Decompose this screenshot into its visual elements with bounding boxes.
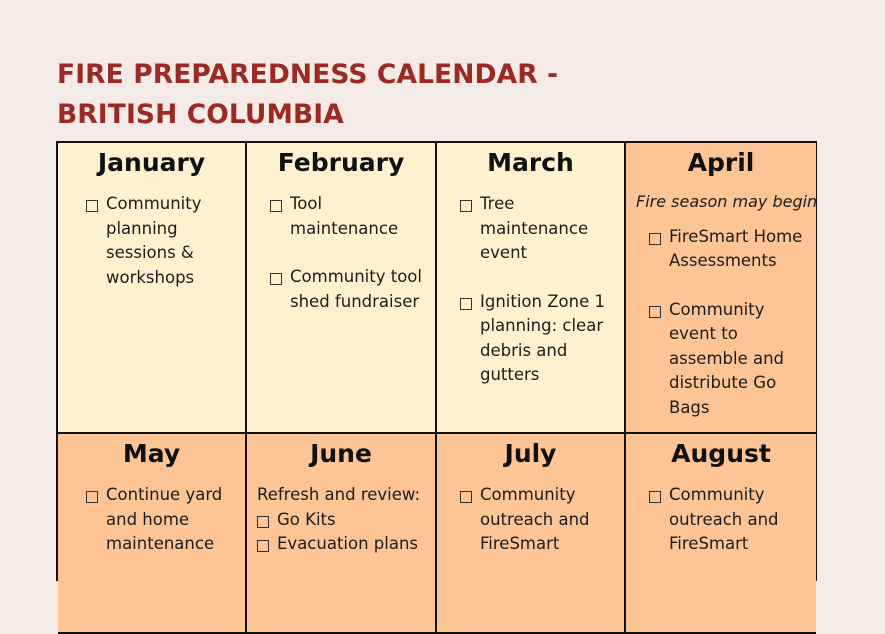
month-heading: June (310, 439, 372, 468)
month-cell-july (437, 434, 626, 634)
checkbox-icon[interactable] (649, 491, 661, 503)
checkbox-icon[interactable] (270, 273, 282, 285)
checkbox-icon[interactable] (649, 306, 661, 318)
task-item[interactable]: Ignition Zone 1 planning: clear debris and gutters (447, 290, 614, 388)
month-heading: May (122, 439, 181, 468)
checkbox-icon[interactable] (460, 298, 472, 310)
task-item[interactable]: Evacuation plans (257, 532, 425, 557)
month-heading: January (97, 148, 206, 177)
calendar-grid (56, 141, 817, 581)
month-cell-june (247, 434, 437, 634)
task-item[interactable]: Community outreach and FireSmart (447, 483, 614, 557)
checkbox-icon[interactable] (257, 540, 269, 552)
month-cell-march (437, 143, 626, 434)
checkbox-icon[interactable] (86, 491, 98, 503)
task-item[interactable]: Community planning sessions & workshops (68, 192, 235, 290)
checkbox-icon[interactable] (460, 200, 472, 212)
month-heading: August (671, 439, 771, 468)
task-item[interactable]: Tree maintenance event (447, 192, 614, 266)
month-heading: April (687, 148, 755, 177)
month-cell-january (58, 143, 247, 434)
season-note: Fire season may begin (636, 192, 818, 211)
checkbox-icon[interactable] (270, 200, 282, 212)
task-item[interactable]: Tool maintenance (257, 192, 425, 241)
review-lead: Refresh and review: (257, 485, 421, 504)
task-item[interactable]: Community tool shed fundraiser (257, 265, 425, 314)
title-line-1: FIRE PREPAREDNESS CALENDAR - (57, 59, 559, 90)
month-cell-april (626, 143, 816, 434)
month-heading: July (504, 439, 557, 468)
checkbox-icon[interactable] (86, 200, 98, 212)
month-cell-february (247, 143, 437, 434)
page-title (57, 55, 558, 135)
month-heading: February (277, 148, 405, 177)
month-cell-may (58, 434, 247, 634)
task-item[interactable]: FireSmart Home Assessments (636, 225, 806, 274)
task-item[interactable]: Go Kits (257, 508, 425, 533)
title-line-2: BRITISH COLUMBIA (57, 99, 344, 130)
month-cell-august (626, 434, 816, 634)
month-heading: March (487, 148, 574, 177)
checkbox-icon[interactable] (460, 491, 472, 503)
task-item[interactable]: Continue yard and home maintenance (68, 483, 235, 557)
task-item[interactable]: Community outreach and FireSmart (636, 483, 806, 557)
checkbox-icon[interactable] (257, 516, 269, 528)
task-item[interactable]: Community event to assemble and distribute Go Bags (636, 298, 806, 421)
checkbox-icon[interactable] (649, 233, 661, 245)
